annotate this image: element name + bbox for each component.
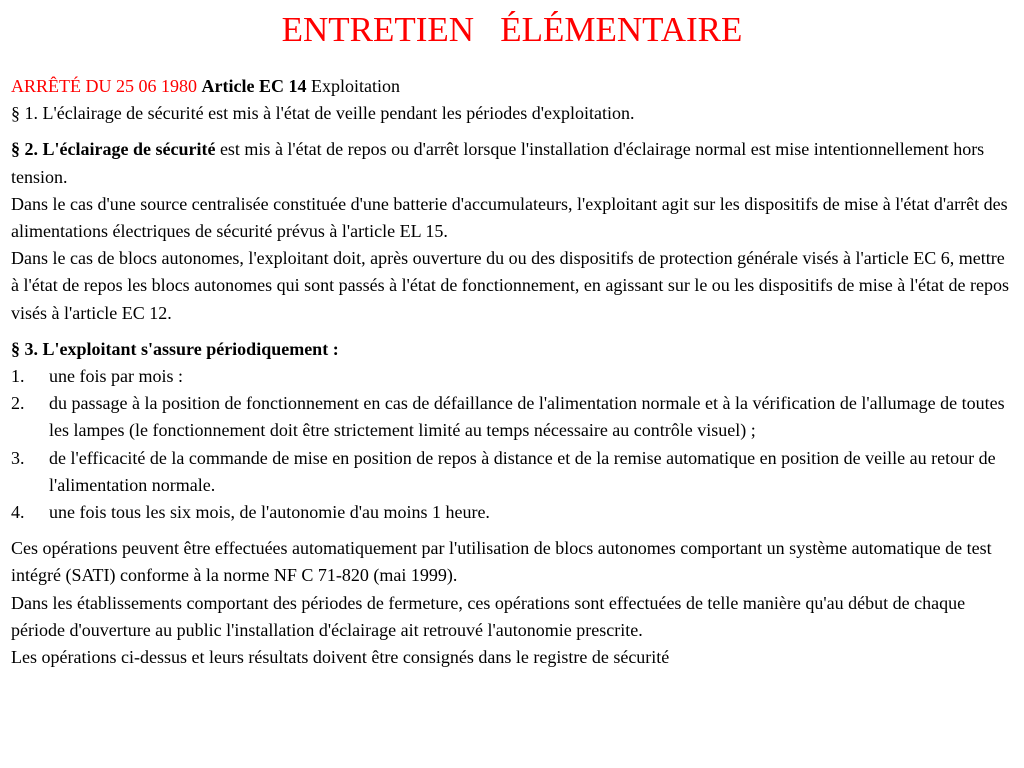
- section-2-paragraph-centralized: Dans le cas d'une source centralisée constituée d'une batterie d'accumulateurs, l'exploitant agit sur les dispositifs de mise à l'état d'arrêt des alimentations électriques de sécurité prévus à l'article EL 15.: [11, 193, 1008, 242]
- list-item-text: une fois tous les six mois, de l'autonomie d'au moins 1 heure.: [49, 502, 490, 523]
- arrete-date: ARRÊTÉ DU 25 06 1980: [11, 76, 197, 96]
- list-item-text: de l'efficacité de la commande de mise en position de repos à distance et de la remise automatique en position de veille au retour de l'alimentation normale.: [49, 447, 996, 495]
- section-3-heading: § 3. L'exploitant s'assure périodiquement :: [11, 338, 339, 359]
- list-item: [11, 445, 1017, 499]
- list-item: [11, 390, 1017, 444]
- list-item-number: 4.: [11, 502, 25, 523]
- list-item-text: une fois par mois :: [49, 366, 183, 387]
- list-item-number: 2.: [11, 393, 25, 414]
- article-subject: Exploitation: [310, 76, 400, 96]
- section-3-list: [11, 363, 1017, 526]
- document-body: [11, 73, 1017, 671]
- list-item: [11, 499, 1017, 526]
- section-2: [11, 136, 1017, 190]
- section-2-lead: § 2. L'éclairage de sécurité: [11, 139, 216, 160]
- list-item: [11, 363, 1017, 390]
- closing-paragraph-register: Les opérations ci-dessus et leurs résultats doivent être consignés dans le registre de sécurité: [11, 647, 670, 668]
- header-line: [11, 73, 1017, 100]
- closing-paragraph-sati: Ces opérations peuvent être effectuées automatiquement par l'utilisation de blocs autonomes comportant un système automatique de test intégré (SATI) conforme à la norme NF C 71-820 (mai 1999).: [11, 538, 992, 586]
- section-2-paragraph-autonomous: Dans le cas de blocs autonomes, l'exploitant doit, après ouverture du ou des dispositifs de protection générale visés à l'article EC 6, mettre à l'état de repos les blocs autonomes qui sont passés à l'état de fonctionnement, en agissant sur le ou les dispositifs de mise à l'état de repos visés à l'article EC 12.: [11, 248, 1009, 323]
- article-ref: Article EC 14: [201, 76, 307, 96]
- closing-paragraph-closure: Dans les établissements comportant des périodes de fermeture, ces opérations sont effectuées de telle manière qu'au début de chaque période d'ouverture au public l'installation d'éclairage ait retrouvé l'autonomie prescrite.: [11, 592, 966, 640]
- page-title: ENTRETIEN ÉLÉMENTAIRE: [281, 10, 743, 49]
- list-item-text: du passage à la position de fonctionnement en cas de défaillance de l'alimentation normale et à la vérification de l'allumage de toutes les lampes (le fonctionnement doit être strictement limité au temps nécessaire au contrôle visuel) ;: [49, 393, 1005, 441]
- section-2-text: est mis à l'état de repos ou d'arrêt lorsque l'installation d'éclairage normal est mise intentionnellement hors tension.: [11, 139, 985, 187]
- list-item-number: 3.: [11, 447, 25, 468]
- list-item-number: 1.: [11, 366, 25, 387]
- section-1: § 1. L'éclairage de sécurité est mis à l'état de veille pendant les périodes d'exploitation.: [11, 103, 635, 124]
